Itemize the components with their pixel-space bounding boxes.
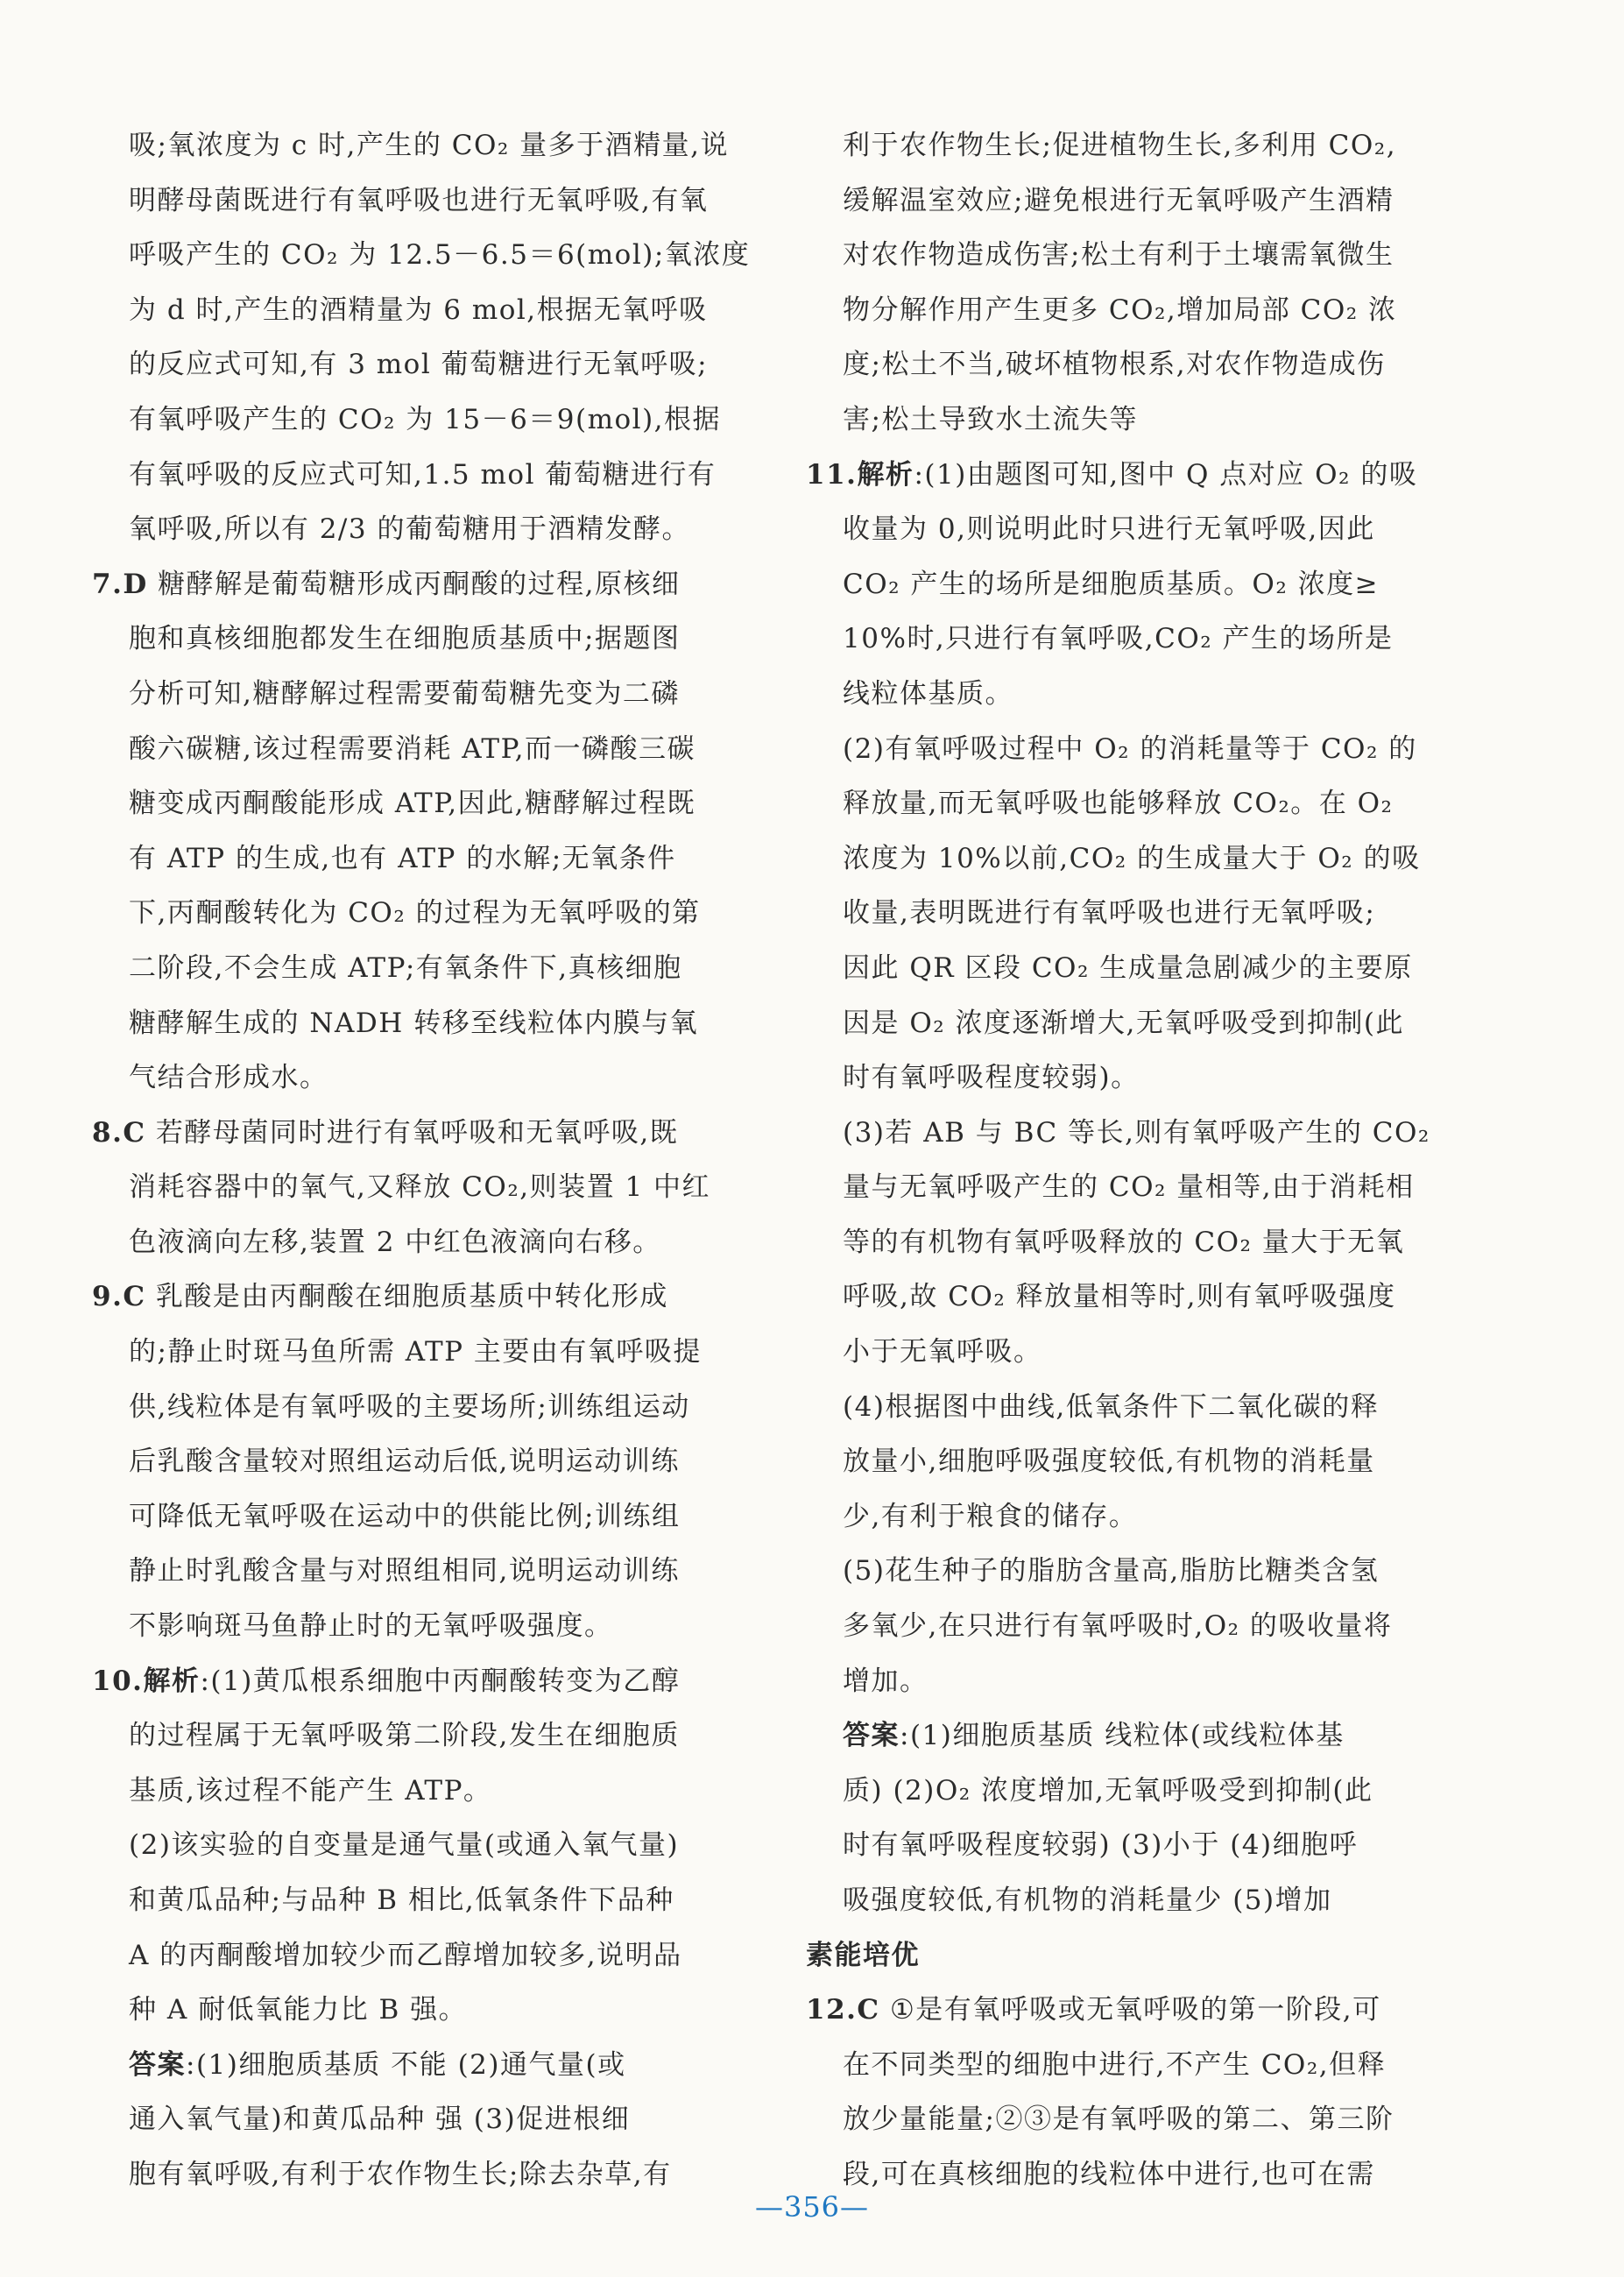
text-line (806, 1434, 1432, 1489)
line-text: (2)有氧呼吸过程中 O₂ 的消耗量等于 CO₂ 的 (843, 732, 1417, 765)
line-text: 供,线粒体是有氧呼吸的主要场所;训练组运动 (129, 1390, 690, 1423)
text-line (92, 1818, 723, 1873)
text-line (806, 1380, 1432, 1435)
line-text: 明酵母菌既进行有氧呼吸也进行无氧呼吸,有氧 (129, 184, 709, 216)
line-text: 糖酵解生成的 NADH 转移至线粒体内膜与氧 (129, 1007, 699, 1039)
line-text: 利于农作物生长;促进植物生长,多利用 CO₂, (843, 130, 1397, 161)
section-heading: 素能培优 (806, 1939, 920, 1971)
question-number: 7.D (92, 568, 148, 600)
text-line (806, 337, 1432, 392)
line-text: 释放量,而无氧呼吸也能够释放 CO₂。在 O₂ (843, 788, 1394, 820)
line-text: 消耗容器中的氧气,又释放 CO₂,则装置 1 中红 (129, 1171, 711, 1204)
text-line (806, 2038, 1432, 2093)
left-column (92, 118, 751, 2203)
line-text: 收量,表明既进行有氧呼吸也进行无氧呼吸; (843, 897, 1376, 930)
line-text: (2)该实验的自变量是通气量(或通入氧气量) (129, 1829, 680, 1862)
text-line (806, 283, 1432, 338)
text-line (92, 1654, 723, 1709)
line-text: 少,有利于粮食的储存。 (843, 1500, 1138, 1532)
line-text: 等的有机物有氧呼吸释放的 CO₂ 量大于无氧 (843, 1226, 1405, 1258)
text-line (806, 1050, 1432, 1106)
line-text: 放量小,细胞呼吸强度较低,有机物的消耗量 (843, 1446, 1375, 1478)
line-text: 为 d 时,产生的酒精量为 6 mol,根据无氧呼吸 (129, 293, 708, 326)
line-text: 对农作物造成伤害;松土有利于土壤需氧微生 (843, 239, 1395, 272)
right-column (806, 118, 1432, 2203)
text-line (92, 886, 723, 941)
line-text: 有氧呼吸产生的 CO₂ 为 15－6＝9(mol),根据 (129, 403, 722, 435)
line-text: :(1)由题图可知,图中 Q 点对应 O₂ 的吸 (914, 458, 1418, 491)
line-text: 种 A 耐低氧能力比 B 强。 (129, 1994, 468, 2026)
text-line (806, 392, 1432, 448)
text-line (92, 722, 723, 777)
text-line (806, 1764, 1432, 1819)
text-line (806, 667, 1432, 722)
line-text: 气结合形成水。 (129, 1062, 328, 1094)
line-text: 的;静止时斑马鱼所需 ATP 主要由有氧呼吸提 (129, 1336, 702, 1368)
text-line (806, 502, 1432, 557)
text-line (806, 722, 1432, 777)
line-text: 段,可在真核细胞的线粒体中进行,也可在需 (843, 2158, 1375, 2190)
text-line (92, 1983, 723, 2038)
text-line (806, 2092, 1432, 2147)
text-line (92, 228, 751, 283)
text-line (92, 2038, 723, 2093)
line-text: :(1)细胞质基质 线粒体(或线粒体基 (900, 1720, 1345, 1752)
line-text: 多氧少,在只进行有氧呼吸时,O₂ 的吸收量将 (843, 1610, 1393, 1643)
line-text: 乳酸是由丙酮酸在细胞质基质中转化形成 (145, 1281, 668, 1313)
text-line (92, 1325, 723, 1380)
text-line (806, 1489, 1432, 1545)
label-bold: 答案 (129, 2048, 186, 2081)
text-line (92, 996, 723, 1051)
text-line (806, 776, 1432, 831)
label-bold: 解析 (143, 1665, 201, 1697)
line-text: 糖变成丙酮酸能形成 ATP,因此,糖酵解过程既 (129, 788, 696, 820)
text-line (92, 1269, 723, 1325)
line-text: 基质,该过程不能产生 ATP。 (129, 1774, 492, 1807)
line-text: 小于无氧呼吸。 (843, 1336, 1042, 1368)
text-line (806, 1325, 1432, 1380)
line-text: 胞有氧呼吸,有利于农作物生长;除去杂草,有 (129, 2158, 672, 2190)
text-line (806, 1708, 1432, 1764)
line-text: 分析可知,糖酵解过程需要葡萄糖先变为二磷 (129, 677, 680, 710)
line-text: 线粒体基质。 (843, 677, 1013, 710)
line-text: 色液滴向左移,装置 2 中红色液滴向右移。 (129, 1226, 661, 1258)
line-text: 缓解温室效应;避免根进行无氧呼吸产生酒精 (843, 184, 1395, 216)
line-text: 收量为 0,则说明此时只进行无氧呼吸,因此 (843, 513, 1375, 546)
line-text: 胞和真核细胞都发生在细胞质基质中;据题图 (129, 623, 681, 655)
text-line (92, 667, 723, 722)
line-text: 浓度为 10%以前,CO₂ 的生成量大于 O₂ 的吸 (843, 842, 1421, 874)
line-text: (4)根据图中曲线,低氧条件下二氧化碳的释 (843, 1390, 1380, 1423)
text-line (92, 1434, 723, 1489)
line-text: 通入氧气量)和黄瓜品种 强 (3)促进根细 (129, 2104, 631, 2136)
label-bold: 解析 (857, 458, 914, 491)
line-text: 和黄瓜品种;与品种 B 相比,低氧条件下品种 (129, 1885, 674, 1916)
text-line (92, 118, 729, 173)
text-line (92, 1160, 723, 1215)
text-line (92, 831, 723, 887)
page-number: —356— (754, 2190, 870, 2224)
text-line (92, 1050, 723, 1106)
question-number: 8.C (92, 1116, 146, 1149)
text-line (806, 557, 1432, 612)
line-text: 的过程属于无氧呼吸第二阶段,发生在细胞质 (129, 1720, 680, 1752)
line-text: 10%时,只进行有氧呼吸,CO₂ 产生的场所是 (843, 623, 1394, 655)
line-text: 时有氧呼吸程度较弱) (3)小于 (4)细胞呼 (843, 1829, 1359, 1862)
line-text: 度;松土不当,破坏植物根系,对农作物造成伤 (843, 349, 1386, 381)
text-line (92, 1708, 723, 1764)
text-line (806, 1654, 1432, 1709)
text-line (92, 612, 723, 667)
line-text: 酸六碳糖,该过程需要消耗 ATP,而一磷酸三碳 (129, 732, 696, 765)
text-line (92, 502, 723, 557)
line-text: 氧呼吸,所以有 2/3 的葡萄糖用于酒精发酵。 (129, 513, 690, 546)
line-text: 因此 QR 区段 CO₂ 生成量急剧减少的主要原 (843, 951, 1413, 984)
line-text: (5)花生种子的脂肪含量高,脂肪比糖类含氢 (843, 1555, 1380, 1588)
line-text: CO₂ 产生的场所是细胞质基质。O₂ 浓度≥ (843, 568, 1380, 600)
text-line (806, 1269, 1432, 1325)
line-text: 若酵母菌同时进行有氧呼吸和无氧呼吸,既 (145, 1116, 679, 1149)
line-text: 下,丙酮酸转化为 CO₂ 的过程为无氧呼吸的第 (129, 897, 701, 930)
line-text: 呼吸产生的 CO₂ 为 12.5－6.5＝6(mol);氧浓度 (129, 239, 751, 272)
text-line (806, 1818, 1432, 1873)
line-text: A 的丙酮酸增加较少而乙醇增加较多,说明品 (129, 1939, 682, 1971)
text-line (92, 392, 723, 448)
text-line (806, 1599, 1432, 1654)
text-line (92, 448, 723, 503)
line-text: 的反应式可知,有 3 mol 葡萄糖进行无氧呼吸; (129, 349, 709, 381)
line-text: 二阶段,不会生成 ATP;有氧条件下,真核细胞 (129, 951, 682, 984)
question-number: 9.C (92, 1281, 146, 1313)
text-line (92, 337, 723, 392)
line-text: 有氧呼吸的反应式可知,1.5 mol 葡萄糖进行有 (129, 458, 717, 491)
text-line (806, 941, 1432, 996)
text-line (806, 1160, 1432, 1215)
line-text: 在不同类型的细胞中进行,不产生 CO₂,但释 (843, 2048, 1387, 2081)
text-line (806, 1215, 1432, 1270)
text-line (92, 776, 723, 831)
label-bold: 答案 (843, 1720, 900, 1752)
text-line (92, 1215, 723, 1270)
text-line (92, 1106, 723, 1161)
text-line (806, 996, 1432, 1051)
line-text: 有 ATP 的生成,也有 ATP 的水解;无氧条件 (129, 842, 676, 874)
line-text: 放少量能量;②③是有氧呼吸的第二、第三阶 (843, 2104, 1395, 2136)
line-text: 后乳酸含量较对照组运动后低,说明运动训练 (129, 1446, 680, 1478)
text-line (806, 448, 1432, 503)
question-number: 11. (806, 458, 858, 491)
text-line (92, 557, 723, 612)
question-number: 12.C (806, 1994, 880, 2026)
line-text: 糖酵解是葡萄糖形成丙酮酸的过程,原核细 (147, 568, 681, 600)
line-text: :(1)黄瓜根系细胞中丙酮酸转变为乙醇 (200, 1665, 681, 1697)
text-line (92, 941, 723, 996)
text-line (806, 1106, 1432, 1161)
line-text: 时有氧呼吸程度较弱)。 (843, 1062, 1140, 1094)
line-text: ①是有氧呼吸或无氧呼吸的第一阶段,可 (879, 1994, 1381, 2026)
text-line (92, 173, 723, 229)
text-line (806, 612, 1432, 667)
text-line (92, 283, 723, 338)
line-text: 吸强度较低,有机物的消耗量少 (5)增加 (843, 1885, 1332, 1916)
text-line (806, 1928, 1432, 1984)
text-line (806, 118, 1432, 173)
text-line (806, 228, 1432, 283)
text-line (806, 1544, 1432, 1599)
line-text: 物分解作用产生更多 CO₂,增加局部 CO₂ 浓 (843, 293, 1397, 326)
text-line (806, 831, 1432, 887)
line-text: 质) (2)O₂ 浓度增加,无氧呼吸受到抑制(此 (843, 1774, 1373, 1807)
text-line (92, 1380, 723, 1435)
line-text: 不影响斑马鱼静止时的无氧呼吸强度。 (129, 1610, 613, 1643)
text-line (806, 1873, 1432, 1928)
line-text: 吸;氧浓度为 c 时,产生的 CO₂ 量多于酒精量,说 (129, 130, 729, 161)
line-text: :(1)细胞质基质 不能 (2)通气量(或 (186, 2048, 626, 2081)
line-text: 可降低无氧呼吸在运动中的供能比例;训练组 (129, 1500, 681, 1532)
text-line (92, 1599, 723, 1654)
text-line (806, 173, 1432, 229)
text-line (92, 1928, 723, 1984)
text-line (92, 1764, 723, 1819)
text-line (92, 1489, 723, 1545)
text-line (806, 1983, 1432, 2038)
text-line (92, 1544, 723, 1599)
text-line (806, 886, 1432, 941)
line-text: 静止时乳酸含量与对照组相同,说明运动训练 (129, 1555, 680, 1588)
line-text: 增加。 (843, 1665, 929, 1697)
line-text: 害;松土导致水土流失等 (843, 403, 1138, 435)
line-text: 因是 O₂ 浓度逐渐增大,无氧呼吸受到抑制(此 (843, 1007, 1404, 1039)
text-line (92, 1873, 723, 1928)
line-text: (3)若 AB 与 BC 等长,则有氧呼吸产生的 CO₂ (843, 1116, 1430, 1149)
line-text: 量与无氧呼吸产生的 CO₂ 量相等,由于消耗相 (843, 1171, 1415, 1204)
line-text: 呼吸,故 CO₂ 释放量相等时,则有氧呼吸强度 (843, 1281, 1396, 1313)
text-line (92, 2092, 723, 2147)
question-number: 10. (92, 1665, 144, 1697)
